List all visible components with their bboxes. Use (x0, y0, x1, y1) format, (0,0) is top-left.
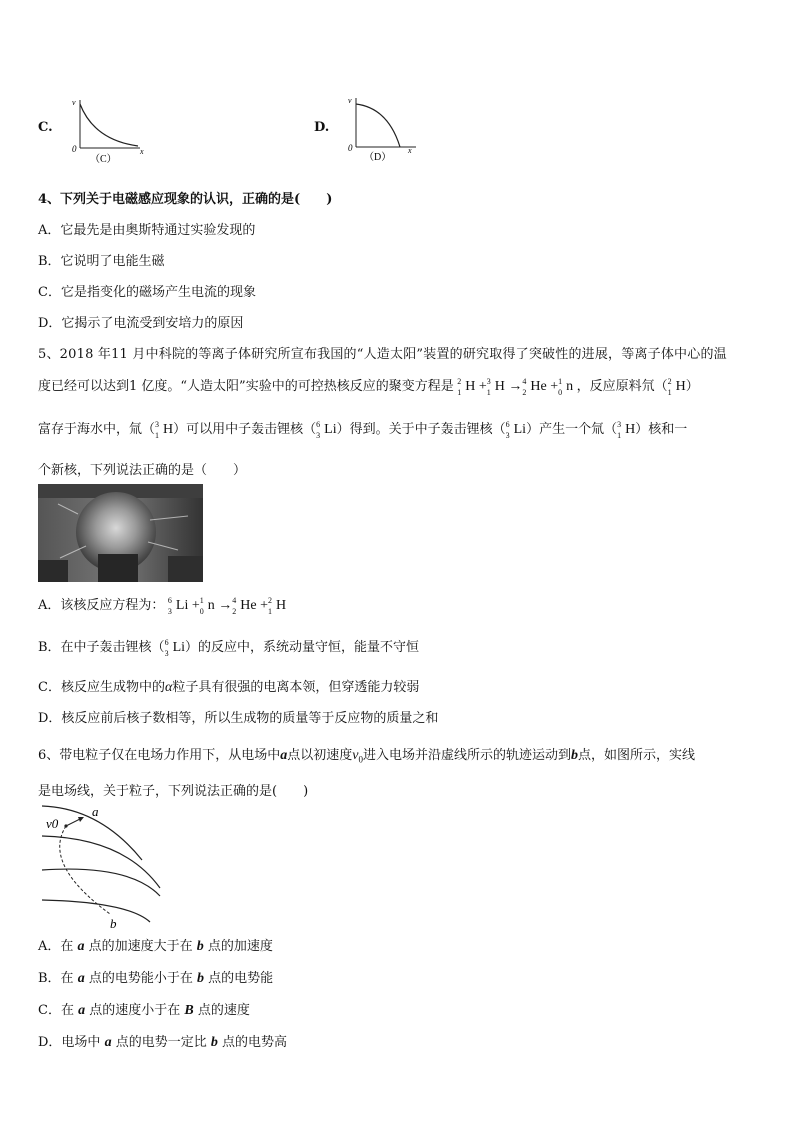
q4-option-b: B．它说明了电能生磁 (38, 254, 165, 269)
option-d-label: D. (314, 120, 330, 135)
q5-option-c: C．核反应生成物中的α粒子具有很强的电离本领，但穿透能力较弱 (38, 680, 420, 695)
graph-c (66, 94, 150, 166)
graph-d (342, 92, 426, 166)
figure-label-b: b (110, 916, 117, 931)
q6-option-a: A．在 a 点的加速度大于在 b 点的加速度 (38, 939, 273, 954)
figure-label-a: a (92, 804, 99, 819)
q4-option-d: D．它揭示了电流受到安培力的原因 (38, 316, 244, 331)
q6-line-2: 是电场线，关于粒子，下列说法正确的是( ) (38, 784, 309, 799)
fusion-equation: 2 1 H + 3 1 H → 4 2 He + 1 0 n (457, 377, 574, 397)
q6-option-c: C．在 a 点的速度小于在 B 点的速度 (38, 1003, 250, 1018)
q5-option-b: B．在中子轰击锂核（ 6 3 Li）的反应中，系统动量守恒，能量不守恒 (38, 638, 420, 658)
graph-d-caption: （D） (364, 152, 392, 163)
plasma-photo (38, 484, 203, 582)
graph-c-axis-x: x (140, 147, 144, 156)
q5-line-2: 度已经可以达到1 亿度。“人造太阳”实验中的可控热核反应的聚变方程是 2 1 H + 3 1 H → 4 2 He + 1 0 n ，反应原料氘（ 2 1 H） (38, 377, 699, 397)
graph-d-axis-y: v (348, 96, 352, 105)
option-c-label: C. (38, 120, 53, 135)
q5-line-3: 富存于海水中，氚（ 3 1 H）可以用中子轰击锂核（ 6 3 Li）得到。关于中子轰击锂核（ 6 3 Li）产生一个氚（ 3 1 H）核和一 (38, 420, 688, 440)
q6-option-d: D．电场中 a 点的电势一定比 b 点的电势高 (38, 1035, 287, 1050)
field-line-figure (38, 800, 168, 932)
q4-option-a: A．它最先是由奥斯特通过实验发现的 (38, 223, 256, 238)
graph-c-origin: 0 (72, 144, 77, 154)
graph-d-axis-x: x (408, 146, 412, 155)
graph-c-axis-y: v (72, 98, 76, 107)
q5-option-a: A．该核反应方程为： 6 3 Li + 1 0 n → 4 2 He + 2 1 H (38, 596, 287, 616)
q4-stem: 4、下列关于电磁感应现象的认识，正确的是( ) (38, 192, 333, 207)
q4-option-c: C．它是指变化的磁场产生电流的现象 (38, 285, 256, 300)
q5-option-d: D．核反应前后核子数相等，所以生成物的质量等于反应物的质量之和 (38, 711, 439, 726)
graph-d-origin: 0 (348, 143, 353, 153)
figure-label-v0: v0 (46, 816, 59, 831)
q6-option-b: B．在 a 点的电势能小于在 b 点的电势能 (38, 971, 274, 986)
graph-c-caption: （C） (90, 154, 117, 165)
q6-line-1: 6、带电粒子仅在电场力作用下，从电场中a点以初速度$v_0$进入电场并沿虚线所示的轨迹运动到b点，如图所示，实线 (38, 748, 696, 765)
q5-line-4: 个新核，下列说法正确的是（ ） (38, 463, 247, 478)
q5-line-1: 5、2018 年11 月中科院的等离子体研究所宣布我国的“人造太阳”装置的研究取得了突破性的进展，等离子体中心的温 (38, 347, 727, 362)
